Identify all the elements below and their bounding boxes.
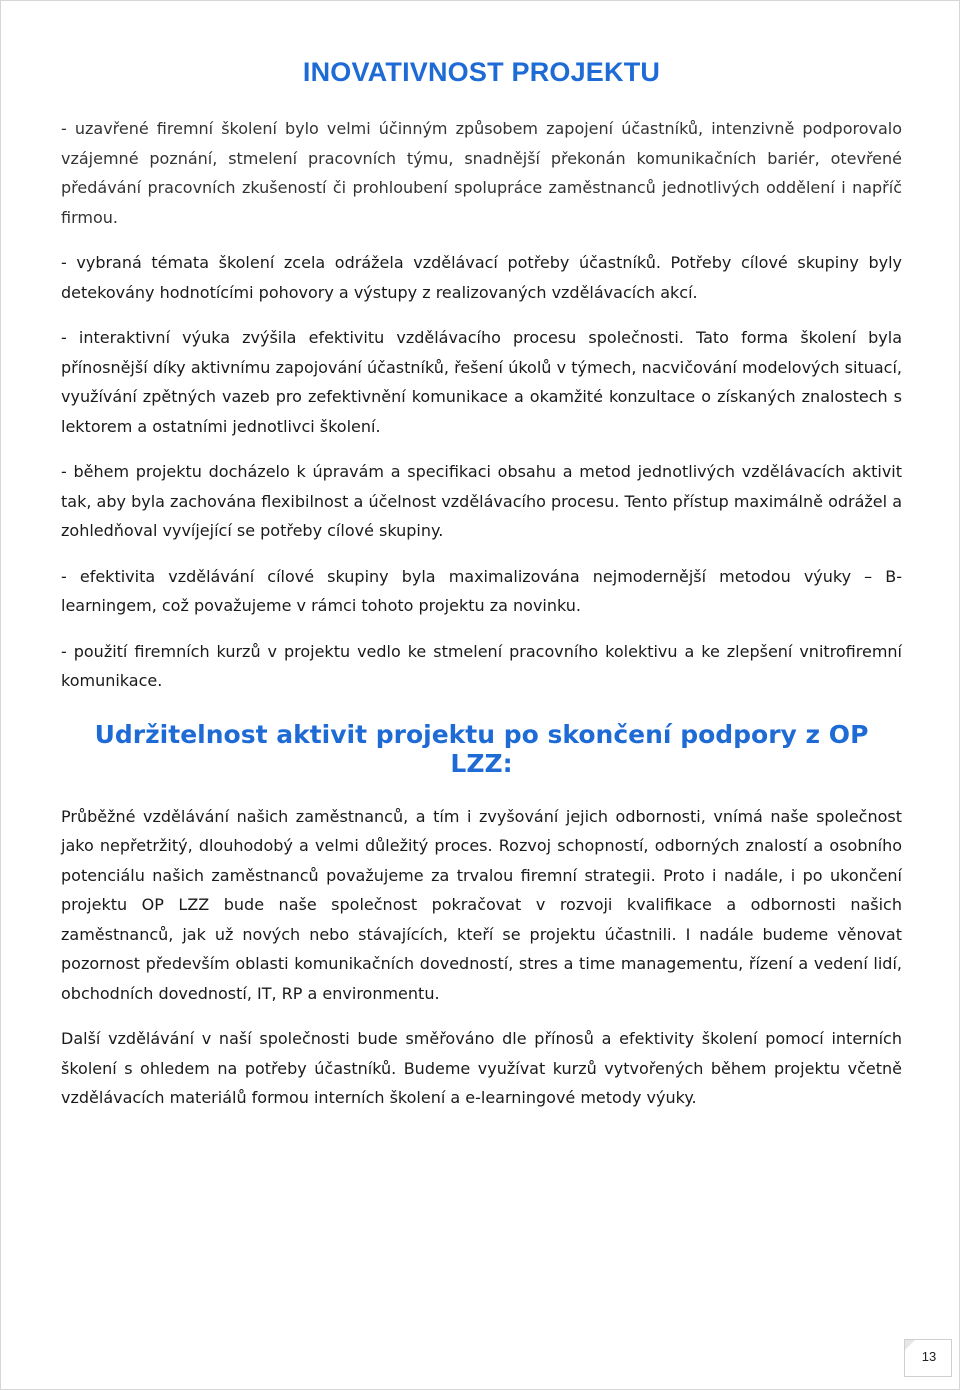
page-content — [61, 57, 902, 1129]
paragraph-innovation-2: - vybraná témata školení zcela odrážela vzdělávací potřeby účastníků. Potřeby cílové skupiny byly detekovány hodnotícími pohovory a výstupy z realizovaných vzdělávacích akcí. — [61, 253, 902, 302]
page-number: 13 — [921, 1349, 937, 1364]
paragraph-innovation-5: - efektivita vzdělávání cílové skupiny byla maximalizována nejmodernější metodou výuky – B-learningem, což považujeme v rámci tohoto projektu za novinku. — [61, 566, 902, 615]
paragraph-innovation-4: - během projektu docházelo k úpravám a specifikaci obsahu a metod jednotlivých vzdělávacích aktivit tak, aby byla zachována flexibilnost a účelnost vzdělávacího procesu. Tento přístup maximálně odrážel a zohledňoval vyvíjející se potřeby cílové skupiny. — [61, 462, 902, 540]
paragraph-innovation-1: - uzavřené firemní školení bylo velmi účinným způsobem zapojení účastníků, intenzivně podporovalo vzájemné poznání, stmelení pracovních týmu, snadnější překonán komunikačních bariér, otevřené předávání pracovních zkušeností či prohloubení spolupráce zaměstnanců jednotlivých oddělení i napříč firmou. — [61, 119, 902, 227]
paragraph-sustainability-1: Průběžné vzdělávání našich zaměstnanců, a tím i zvyšování jejich odbornosti, vnímá naše společnost jako nepřetržitý, dlouhodobý a velmi důležitý proces. Rozvoj schopností, odborných znalostí a osobního potenciálu našich zaměstnanců považujeme za trvalou firemní strategii. Proto i nadále, i po ukončení projektu OP LZZ bude naše společnost pokračovat v rozvoji kvalifikace a odbornosti našich zaměstnanců, jak už nových nebo stávajících, kteří se projektu účastnili. I nadále budeme věnovat pozornost především oblasti komunikačních dovedností, stres a time managementu, řízení a vedení lidí, obchodních dovedností, IT, RP a environmentu. — [61, 806, 902, 1003]
paragraph-innovation-3: - interaktivní výuka zvýšila efektivitu vzdělávacího procesu společnosti. Tato forma školení byla přínosnější díky aktivnímu zapojování účastníků, řešení úkolů v týmech, nacvičování modelových situací, využívání zpětných vazeb pro zefektivnění komunikace a okamžité konzultace o získaných znalostech s lektorem a ostatními jednotlivci školení. — [61, 328, 902, 436]
paragraph-innovation-6: - použití firemních kurzů v projektu vedlo ke stmelení pracovního kolektivu a ke zlepšení vnitrofiremní komunikace. — [61, 641, 902, 690]
heading-sustainability: Udržitelnost aktivit projektu po skončení podpory z OP LZZ: — [94, 719, 869, 778]
heading-innovation: INOVATIVNOST PROJEKTU — [302, 57, 661, 87]
page-number-box — [904, 1339, 952, 1377]
paragraph-sustainability-2: Další vzdělávání v naší společnosti bude směřováno dle přínosů a efektivity školení pomocí interních školení s ohledem na potřeby účastníků. Budeme využívat kurzů vytvořených během projektu včetně vzdělávacích materiálů formou interních školení a e-learningové metody výuky. — [61, 1029, 902, 1107]
